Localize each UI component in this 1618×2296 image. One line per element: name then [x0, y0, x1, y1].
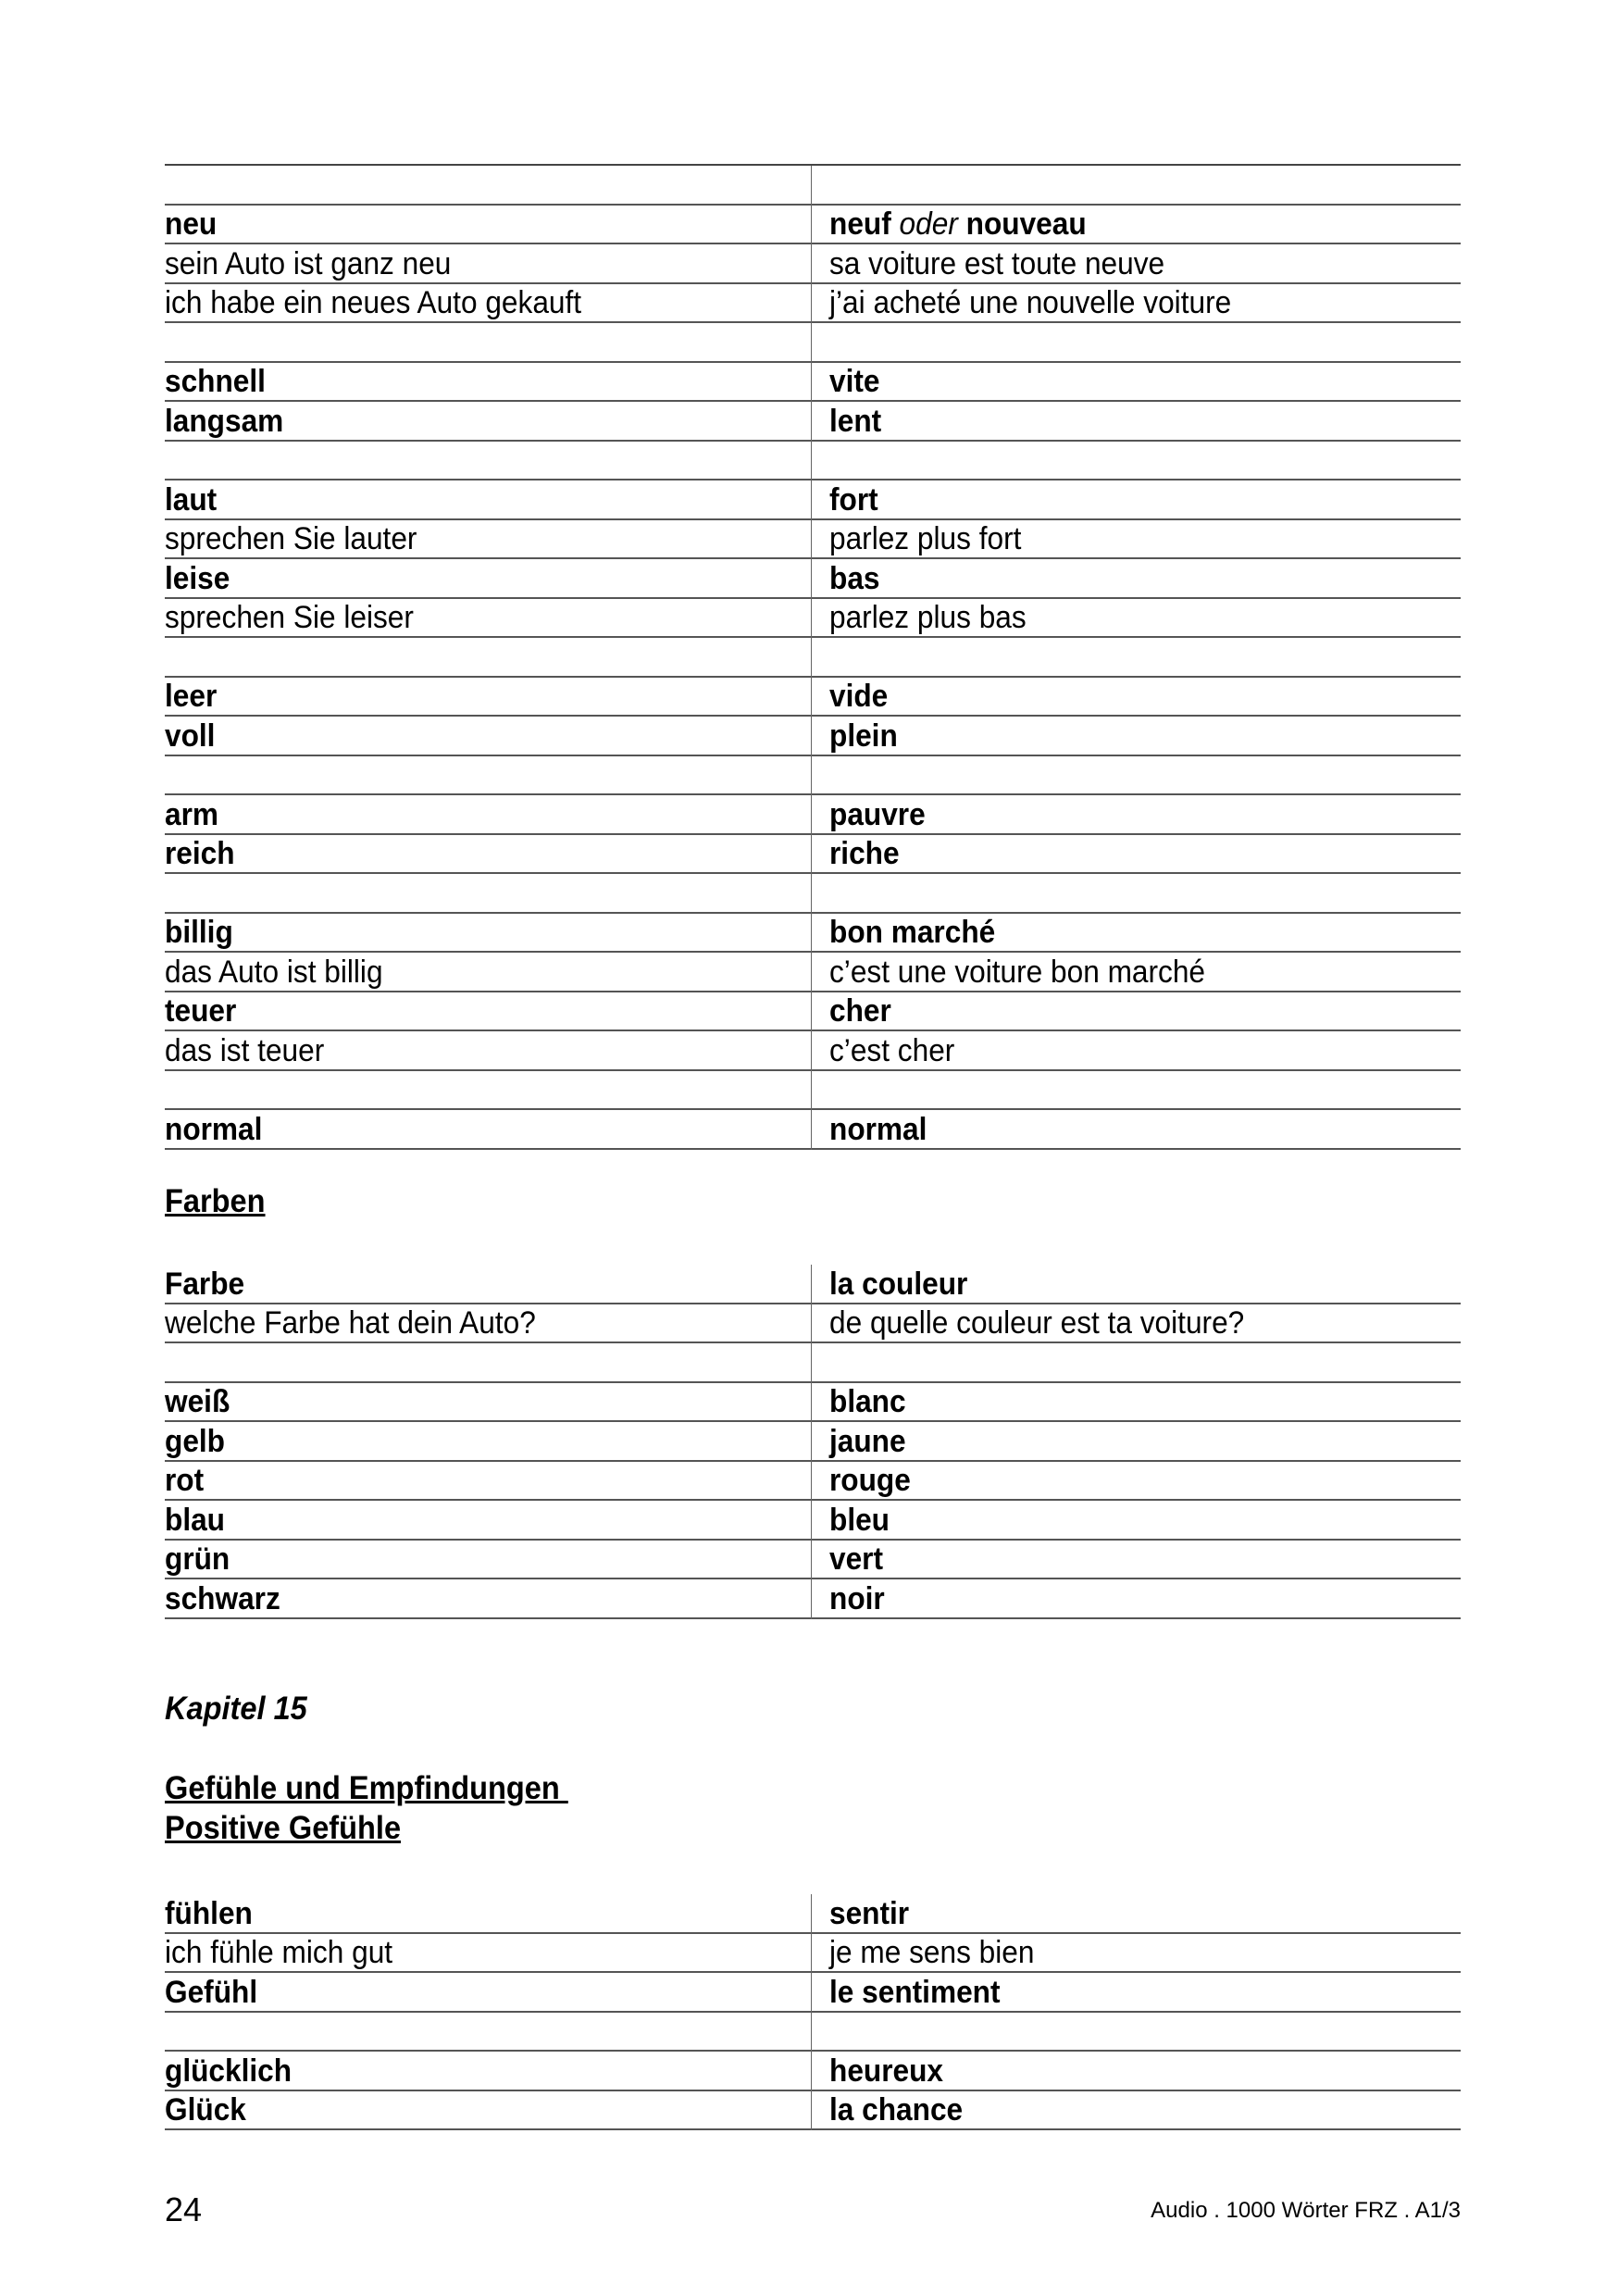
german-word: arm [165, 796, 219, 832]
table-row [165, 1462, 1461, 1502]
table-row [165, 166, 1461, 206]
french-word [829, 206, 1087, 243]
column-divider [811, 1071, 812, 1111]
table-row [165, 559, 1461, 599]
german-word: fühlen [165, 1895, 253, 1931]
french-word: heureux [829, 2053, 944, 2089]
column-divider [811, 442, 812, 481]
column-divider [811, 2052, 812, 2091]
table-row [165, 1934, 1461, 1974]
table-row [165, 1265, 1461, 1304]
french-word: plein [829, 718, 898, 754]
page-number: 24 [165, 2190, 203, 2228]
table-row [165, 599, 1461, 639]
column-divider [811, 1265, 812, 1304]
column-divider [811, 874, 812, 914]
french-word: parlez plus fort [829, 521, 1022, 556]
german-word: ich habe ein neues Auto gekauft [165, 285, 582, 320]
column-divider [811, 559, 812, 599]
table-row [165, 914, 1461, 954]
column-divider [811, 402, 812, 442]
german-word: sprechen Sie lauter [165, 521, 417, 556]
table-row [165, 1383, 1461, 1423]
french-word: bleu [829, 1502, 890, 1538]
german-word: normal [165, 1111, 263, 1147]
footer-title: Audio . 1000 Wörter FRZ . A1/3 [1151, 2198, 1461, 2223]
column-divider [811, 1304, 812, 1344]
german-word: schwarz [165, 1580, 280, 1616]
french-word: normal [829, 1111, 927, 1147]
column-divider [811, 2091, 812, 2131]
german-word: Farbe [165, 1266, 245, 1302]
vocab-table-adjectives [165, 164, 1461, 1150]
table-row [165, 363, 1461, 403]
column-divider [811, 599, 812, 639]
column-divider [811, 323, 812, 363]
french-word: jaune [829, 1423, 906, 1459]
french-word: bon marché [829, 915, 996, 950]
table-row [165, 206, 1461, 245]
column-divider [811, 480, 812, 520]
french-word: de quelle couleur est ta voiture? [829, 1305, 1245, 1341]
german-word: neu [165, 206, 218, 242]
column-divider [811, 244, 812, 284]
german-word: sein Auto ist ganz neu [165, 245, 452, 281]
column-divider [811, 795, 812, 835]
french-word: lent [829, 403, 882, 439]
french-word: rouge [829, 1463, 911, 1498]
french-word: fort [829, 481, 878, 518]
column-divider [811, 1934, 812, 1974]
vocab-table-colors [165, 1265, 1461, 1619]
column-divider [811, 678, 812, 718]
column-divider [811, 206, 812, 245]
table-row [165, 874, 1461, 914]
table-row [165, 284, 1461, 324]
table-row [165, 678, 1461, 718]
table-row [165, 638, 1461, 678]
table-row [165, 992, 1461, 1032]
vocab-table-feelings [165, 1894, 1461, 2130]
column-divider [811, 992, 812, 1032]
subsection-heading-positive: Positive Gefühle [165, 1810, 402, 1846]
table-row [165, 1031, 1461, 1071]
french-word: riche [829, 836, 900, 871]
table-row [165, 835, 1461, 875]
column-divider [811, 1422, 812, 1462]
table-row [165, 2013, 1461, 2053]
german-word: langsam [165, 403, 284, 439]
column-divider [811, 1541, 812, 1580]
french-word-part: nouveau [965, 206, 1087, 242]
table-row [165, 1304, 1461, 1344]
column-divider [811, 1501, 812, 1541]
table-row [165, 1422, 1461, 1462]
column-divider [811, 363, 812, 403]
column-divider [811, 835, 812, 875]
french-word: vert [829, 1541, 884, 1577]
table-row [165, 323, 1461, 363]
table-row [165, 1973, 1461, 2013]
german-word: welche Farbe hat dein Auto? [165, 1305, 536, 1341]
column-divider [811, 717, 812, 756]
french-word: j’ai acheté une nouvelle voiture [829, 285, 1232, 320]
table-row [165, 1541, 1461, 1580]
table-row [165, 244, 1461, 284]
french-word-part: neuf [829, 206, 891, 242]
german-word: teuer [165, 993, 237, 1029]
table-row [165, 442, 1461, 481]
table-row [165, 795, 1461, 835]
german-word: Glück [165, 2092, 246, 2128]
french-word: c’est une voiture bon marché [829, 954, 1206, 990]
german-word: weiß [165, 1384, 230, 1419]
german-word: ich fühle mich gut [165, 1935, 393, 1970]
german-word: leer [165, 679, 218, 714]
table-row [165, 1579, 1461, 1619]
column-divider [811, 1343, 812, 1383]
table-row [165, 1501, 1461, 1541]
french-word: pauvre [829, 796, 926, 832]
french-word: sentir [829, 1895, 910, 1931]
german-word: leise [165, 560, 230, 596]
german-word: laut [165, 481, 218, 518]
table-row [165, 480, 1461, 520]
section-heading-gefuehle: Gefühle und Empfindungen [165, 1770, 568, 1806]
table-row [165, 756, 1461, 796]
column-divider [811, 756, 812, 796]
chapter-heading: Kapitel 15 [165, 1691, 307, 1727]
german-word: glücklich [165, 2053, 292, 2089]
table-row [165, 2052, 1461, 2091]
german-word: gelb [165, 1423, 226, 1459]
column-divider [811, 2013, 812, 2053]
german-word: Gefühl [165, 1974, 258, 2010]
table-row [165, 717, 1461, 756]
column-divider [811, 166, 812, 206]
table-row [165, 1071, 1461, 1111]
french-word: cher [829, 993, 891, 1029]
column-divider [811, 520, 812, 560]
german-word: das Auto ist billig [165, 954, 383, 990]
french-word: parlez plus bas [829, 600, 1027, 635]
german-word: blau [165, 1502, 226, 1538]
french-word: je me sens bien [829, 1935, 1035, 1970]
german-word: schnell [165, 364, 266, 399]
column-divider [811, 1894, 812, 1934]
column-divider [811, 1579, 812, 1619]
french-word: la couleur [829, 1266, 968, 1302]
section-heading-farben: Farben [165, 1183, 266, 1219]
french-word: le sentiment [829, 1974, 1001, 2010]
german-word: rot [165, 1463, 205, 1498]
table-row [165, 402, 1461, 442]
german-word: voll [165, 718, 216, 754]
french-word-part: oder [899, 206, 958, 242]
column-divider [811, 1973, 812, 2013]
german-word: reich [165, 836, 235, 871]
german-word: billig [165, 915, 233, 950]
column-divider [811, 284, 812, 324]
german-word: grün [165, 1541, 230, 1577]
column-divider [811, 953, 812, 992]
french-word: la chance [829, 2092, 964, 2128]
table-row [165, 1110, 1461, 1150]
french-word: blanc [829, 1384, 906, 1419]
table-row [165, 2091, 1461, 2131]
french-word: vite [829, 364, 880, 399]
column-divider [811, 1031, 812, 1071]
table-row [165, 1894, 1461, 1934]
french-word: vide [829, 679, 889, 714]
table-row [165, 1343, 1461, 1383]
column-divider [811, 914, 812, 954]
column-divider [811, 1110, 812, 1150]
french-word: bas [829, 560, 880, 596]
french-word: sa voiture est toute neuve [829, 245, 1165, 281]
german-word: das ist teuer [165, 1032, 325, 1068]
column-divider [811, 1383, 812, 1423]
table-row [165, 520, 1461, 560]
column-divider [811, 1462, 812, 1502]
table-row [165, 953, 1461, 992]
french-word: noir [829, 1580, 885, 1616]
german-word: sprechen Sie leiser [165, 600, 414, 635]
column-divider [811, 638, 812, 678]
french-word: c’est cher [829, 1032, 955, 1068]
